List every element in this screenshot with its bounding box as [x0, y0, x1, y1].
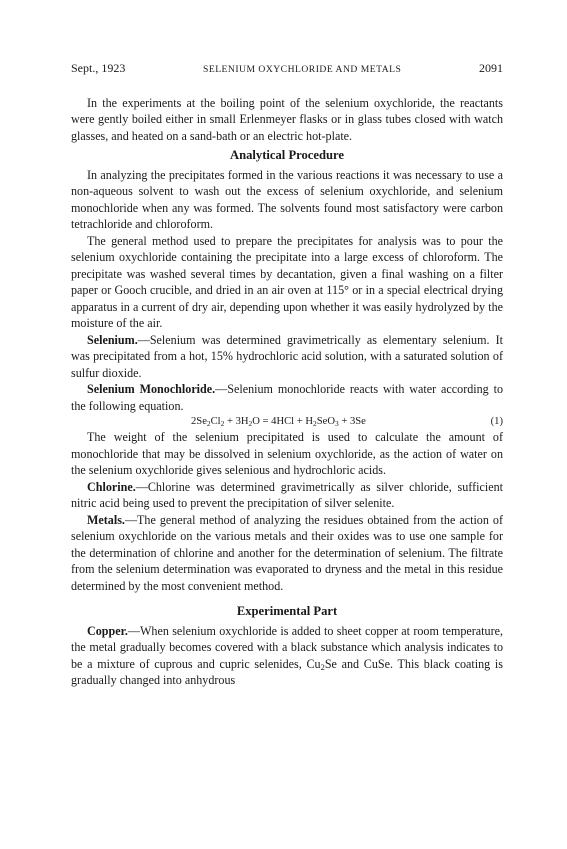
- issue-date: Sept., 1923: [71, 61, 126, 75]
- journal-page: [71, 60, 503, 689]
- monochloride-after-paragraph: The weight of the selenium precipitated is used to calculate the amount of monochloride that may be dissolved in selenium oxychloride, as the action of water on the selenium oxychloride gives selenious and hydrochloric acids.: [71, 430, 503, 477]
- selenium-paragraph: [71, 332, 503, 382]
- chlorine-run-in-head: Chlorine.: [87, 479, 136, 494]
- monochloride-paragraph: [71, 381, 503, 414]
- page-number: 2091: [479, 61, 503, 75]
- selenium-run-in-head: Selenium.: [87, 332, 138, 347]
- copper-text-end: This black coating is gradually changed into anhydrous: [71, 656, 503, 687]
- copper-text: —When selenium oxychloride is added to sheet copper at room temperature, the metal gradually becomes covered with a black substance which analysis indicates to be a mixture of cuprous and cupric selenides,: [71, 623, 503, 671]
- copper-run-in-head: Copper.: [87, 623, 128, 638]
- copper-paragraph: Copper.—When selenium oxychloride is added to sheet copper at room temperature, the metal gradually becomes covered with a black substance which analysis indicates to be a mixture of cuprous and cupric selenides, $Cu_2Se$ and CuSe. This black coating is gradually changed into anhydrous: [71, 623, 503, 687]
- monochloride-run-in-head: Selenium Monochloride.: [87, 382, 216, 396]
- monochloride-text: —Selenium monochloride reacts with water according to the following equation.: [71, 382, 504, 413]
- equation-body: $2Se_2Cl_2 + 3H_2O = 4HCl + H_2SeO_3 + 3Se$: [191, 416, 366, 428]
- metals-text: —The general method of analyzing the residues obtained from the action of selenium oxychloride on the various metals and their oxides was to use one sample for the determination of chlorine and another for the determination of selenium. The filtrate from the selenium determination was evaporated to dryness and the metal in this residue determined by the most convenient method.: [71, 512, 503, 593]
- equation-1: [71, 414, 503, 429]
- chlorine-paragraph: [71, 479, 503, 512]
- section-heading-analytical: Analytical Procedure: [230, 148, 344, 162]
- metals-run-in-head: Metals.: [87, 512, 125, 527]
- selenium-text: —Selenium was determined gravimetrically as elementary selenium. It was precipitated from a hot, 15% hydrochloric acid solution, with a saturated solution of sulfur dioxide.: [71, 332, 503, 380]
- analytical-paragraph-1: In analyzing the precipitates formed in the various reactions it was necessary to use a non-aqueous solvent to wash out the excess of selenium oxychloride, and selenium monochloride when any was formed. The solvents found most satisfactory were carbon tetrachloride and chloroform.: [71, 167, 503, 231]
- metals-paragraph: [71, 512, 503, 595]
- analytical-paragraph-2: The general method used to prepare the precipitates for analysis was to pour the selenium oxychloride containing the precipitate into a large excess of chloroform. The precipitate was washed several times by decantation, given a final washing on a filter paper or Gooch crucible, and dried in an air oven at 115° or in a special electrical drying apparatus in a current of dry air, depending upon whether it was easily hydrolyzed by the moisture of the air.: [71, 233, 503, 330]
- equation-number: (1): [490, 416, 503, 427]
- running-title: SELENIUM OXYCHLORIDE AND METALS: [203, 64, 402, 75]
- section-heading-experimental: Experimental Part: [236, 604, 338, 618]
- chlorine-text: —Chlorine was determined gravimetrically as silver chloride, sufficient nitric acid being used to prevent the precipitation of silver selenite.: [71, 479, 503, 510]
- running-head: [71, 60, 503, 79]
- intro-paragraph: In the experiments at the boiling point of the selenium oxychloride, the reactants were gently boiled either in small Erlenmeyer flasks or in glass tubes closed with watch glasses, and heated on a sand-bath or an electric hot-plate.: [71, 95, 503, 143]
